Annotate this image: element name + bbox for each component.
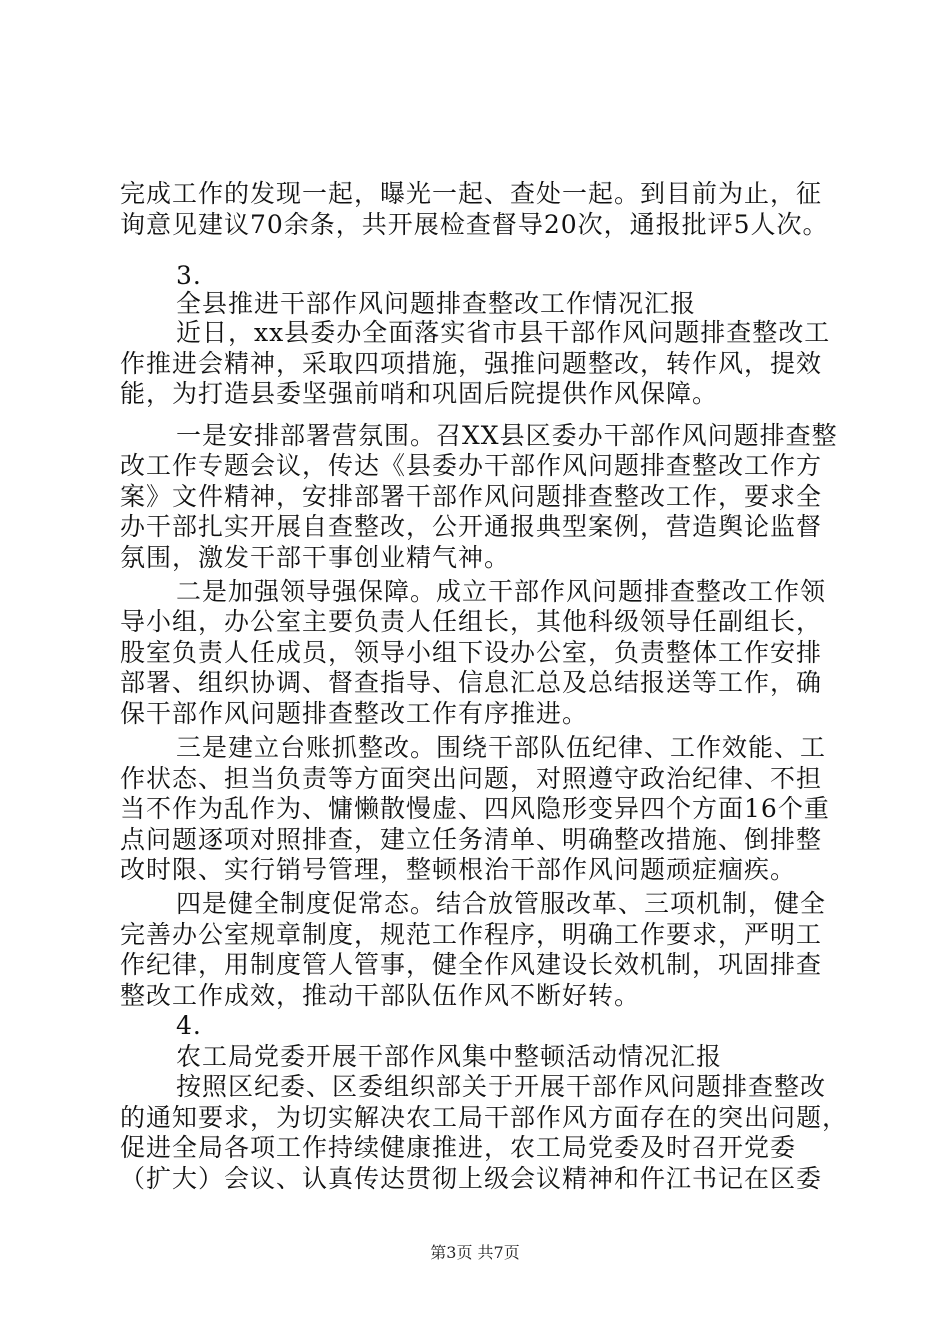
text-line: 保干部作风问题排查整改工作有序推进。 <box>120 699 589 728</box>
text-line: 改工作专题会议，传达《县委办干部作风问题排查整改工作方 <box>120 451 823 480</box>
text-line: 案》文件精神，安排部署干部作风问题排查整改工作，要求全 <box>120 482 823 511</box>
text-line: 股室负责人任成员，领导小组下设办公室，负责整体工作安排 <box>120 638 823 667</box>
text-line: 办干部扎实开展自查整改，公开通报典型案例，营造舆论监督 <box>120 512 823 541</box>
text-line: 整改工作成效，推动干部队伍作风不断好转。 <box>120 981 641 1010</box>
section-title: 农工局党委开展干部作风集中整顿活动情况汇报 <box>176 1042 723 1071</box>
text-line: 作纪律，用制度管人管事，健全作风建设长效机制，巩固排查 <box>120 950 823 979</box>
text-line: 当不作为乱作为、慵懒散慢虚、四风隐形变异四个方面16个重 <box>120 794 830 823</box>
text-line: 四是健全制度促常态。结合放管服改革、三项机制，健全 <box>176 889 827 918</box>
text-line: 一是安排部署营氛围。召XX县区委办干部作风问题排查整 <box>176 421 838 450</box>
text-line: （扩大）会议、认真传达贯彻上级会议精神和仵江书记在区委 <box>120 1164 823 1193</box>
page-footer: 第3页 共7页 <box>430 1243 520 1262</box>
text-line: 氛围，激发干部干事创业精气神。 <box>120 543 511 572</box>
text-line: 点问题逐项对照排查，建立任务清单、明确整改措施、倒排整 <box>120 825 823 854</box>
text-line: 完成工作的发现一起，曝光一起、查处一起。到目前为止，征 <box>120 179 823 208</box>
text-line: 按照区纪委、区委组织部关于开展干部作风问题排查整改 <box>176 1072 827 1101</box>
text-line: 作状态、担当负责等方面突出问题，对照遵守政治纪律、不担 <box>120 764 823 793</box>
text-line: 改时限、实行销号管理，整顿根治干部作风问题顽症痼疾。 <box>120 855 797 884</box>
text-line: 完善办公室规章制度，规范工作程序，明确工作要求，严明工 <box>120 920 823 949</box>
section-number: 3. <box>176 261 202 290</box>
text-line: 促进全局各项工作持续健康推进，农工局党委及时召开党委 <box>120 1133 797 1162</box>
text-line: 三是建立台账抓整改。围绕干部队伍纪律、工作效能、工 <box>176 733 827 762</box>
text-line: 部署、组织协调、督查指导、信息汇总及总结报送等工作，确 <box>120 668 823 697</box>
text-line: 的通知要求，为切实解决农工局干部作风方面存在的突出问题， <box>120 1103 849 1132</box>
section-title: 全县推进干部作风问题排查整改工作情况汇报 <box>176 289 697 318</box>
text-line: 作推进会精神，采取四项措施，强推问题整改，转作风，提效 <box>120 349 823 378</box>
text-line: 询意见建议70余条，共开展检查督导20次，通报批评5人次。 <box>120 210 829 239</box>
text-line: 能，为打造县委坚强前哨和巩固后院提供作风保障。 <box>120 379 719 408</box>
text-line: 导小组，办公室主要负责人任组长，其他科级领导任副组长， <box>120 607 823 636</box>
text-line: 近日，xx县委办全面落实省市县干部作风问题排查整改工 <box>176 318 831 347</box>
text-line: 二是加强领导强保障。成立干部作风问题排查整改工作领 <box>176 577 827 606</box>
section-number: 4. <box>176 1011 202 1040</box>
